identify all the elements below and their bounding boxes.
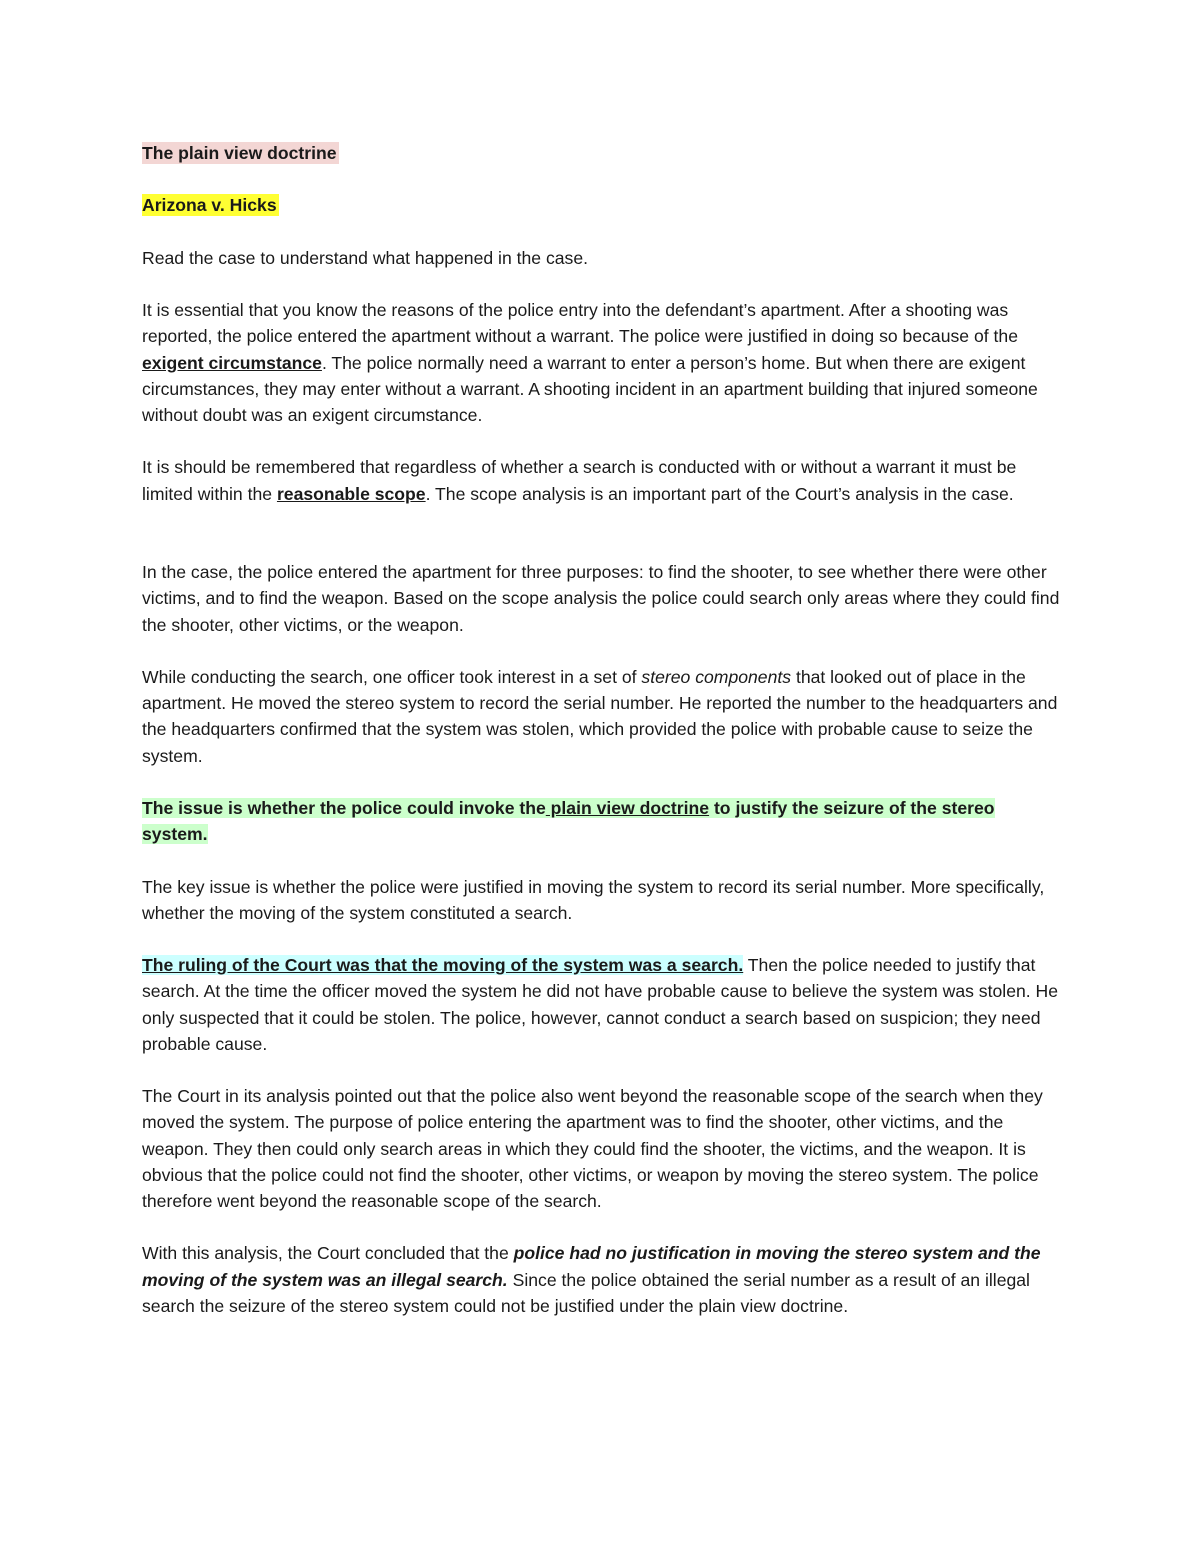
issue-statement: [142, 798, 995, 844]
term-reasonable-scope: reasonable scope: [276, 483, 426, 504]
blank-line: [142, 533, 1060, 559]
paragraph-ruling: [142, 952, 1060, 1057]
paragraph-read-case: Read the case to understand what happened in the case.: [142, 247, 589, 268]
text-run: . The scope analysis is an important part of the Court’s analysis in the case.: [425, 483, 1014, 504]
paragraph-three-purposes: In the case, the police entered the apartment for three purposes: to find the shooter, to see whether there were other victims, and to find the weapon. Based on the scope analysis the police could search only areas where they could find the shooter, other victims, or the weapon.: [142, 562, 1060, 635]
ruling-statement: The ruling of the Court was that the moving of the system was a search.: [142, 955, 744, 976]
term-stereo-components: stereo components: [641, 666, 792, 687]
text-run: With this analysis, the Court concluded that the: [142, 1243, 514, 1264]
text-run: . The police normally need a warrant to enter a person’s home. But when there are exigent circumstances, they may enter without a warrant. A shooting incident in an apartment building that injured someone without doubt was an exigent circumstance.: [142, 352, 1038, 425]
case-name: Arizona v. Hicks: [142, 195, 277, 216]
term-plain-view-doctrine: plain view doctrine: [545, 797, 710, 818]
document-title: [142, 140, 1060, 166]
paragraph-key-issue: The key issue is whether the police were justified in moving the system to record its serial number. More specifically, whether the moving of the system constituted a search.: [142, 876, 1045, 923]
text-run: Then the police needed to justify that search. At the time the officer moved the system he did not have probable cause to believe the system was stolen. He only suspected that it could be stolen. The police, however, cannot conduct a search based on suspicion; they need probable cause.: [142, 955, 1059, 1054]
text-run: It is should be remembered that regardless of whether a search is conducted with or without a warrant it must be limited within the: [142, 457, 1017, 504]
paragraph-stereo-components: [142, 664, 1060, 769]
text-run: to justify the seizure of the stereo system.: [142, 797, 995, 845]
text-run: The issue is whether the police could invoke the: [142, 797, 546, 818]
text-run: that looked out of place in the apartment. He moved the stereo system to record the serial number. He reported the number to the headquarters and the headquarters confirmed that the system was stolen, which provided the police with probable cause to seize the system.: [142, 666, 1058, 766]
term-exigent-circumstance: exigent circumstance: [142, 352, 322, 373]
paragraph-issue: [142, 795, 1060, 847]
case-heading: [142, 192, 1060, 218]
title-text: The plain view doctrine: [142, 143, 337, 163]
conclusion-emphasis: police had no justification in moving the stereo system and the moving of the system was an illegal search.: [142, 1243, 1041, 1290]
paragraph-reasonable-scope: [142, 454, 1060, 506]
paragraph-conclusion: [142, 1240, 1060, 1319]
text-run: While conducting the search, one officer took interest in a set of: [142, 666, 642, 687]
paragraph-police-entry: [142, 297, 1060, 428]
text-run: Since the police obtained the serial number as a result of an illegal search the seizure of the stereo system could not be justified under the plain view doctrine.: [142, 1269, 1030, 1316]
text-run: It is essential that you know the reasons of the police entry into the defendant’s apartment. After a shooting was reported, the police entered the apartment without a warrant. The police were justified in doing so because of the: [142, 300, 1018, 347]
paragraph-scope-analysis: The Court in its analysis pointed out that the police also went beyond the reasonable scope of the search when they moved the system. The purpose of police entering the apartment was to find the shooter, other victims, and the weapon. They then could only search areas in which they could find the shooter, the victims, and the weapon. It is obvious that the police could not find the shooter, other victims, or weapon by moving the stereo system. The police therefore went beyond the reasonable scope of the search.: [142, 1086, 1043, 1211]
